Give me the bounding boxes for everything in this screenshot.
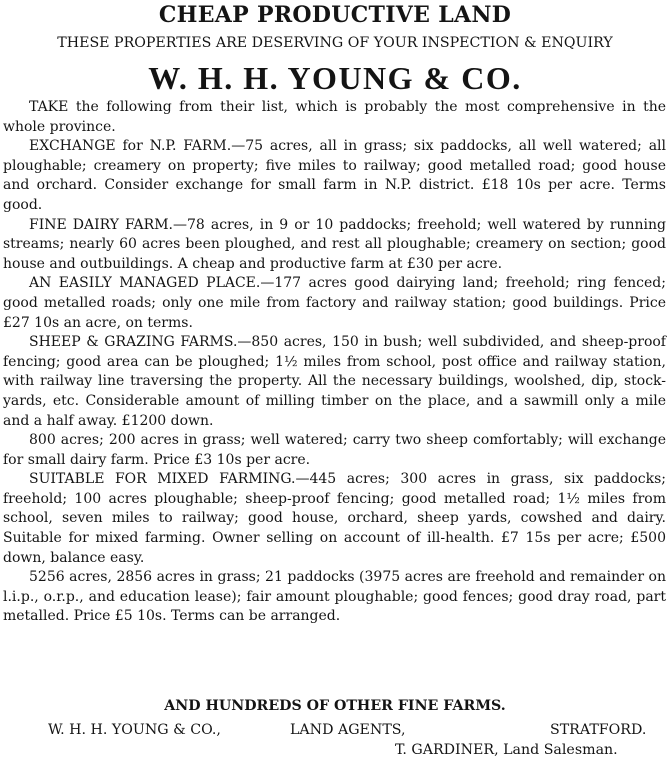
listing-exchange-farm: EXCHANGE for N.P. FARM.—75 acres, all in grass; six paddocks, all well watered; all ploughable; creamery on property; five miles to railway; good metalled road; good house and orchard. Consider exchange for small farm in N.P. district. £18 10s per acre. Terms good. (3, 138, 666, 213)
listing-mixed-farming: SUITABLE FOR MIXED FARMING.—445 acres; 300 acres in grass, six paddocks; freehold; 100 acres ploughable; sheep-proof fencing; good metalled road; 1½ miles from school, seven miles to railway; good house, orchard, sheep yards, cowshed and dairy. Suitable for mixed farming. Owner selling on account of ill-health. £7 15s per acre; £500 down, balance easy. (3, 471, 666, 566)
firm-name: W. H. H. YOUNG & CO. (148, 60, 522, 96)
listing-fine-dairy-farm: FINE DAIRY FARM.—78 acres, in 9 or 10 paddocks; freehold; well watered by running streams; nearly 60 acres been ploughed, and rest all ploughable; creamery on section; good house and outbuildings. A cheap and productive farm at £30 per acre. (3, 216, 666, 272)
listing-sheep-grazing-farms: SHEEP & GRAZING FARMS.—850 acres, 150 in bush; well subdivided, and sheep-proof fencing; good area can be ploughed; 1½ miles from school, post office and railway station, with railway line traversing the property. All the necessary buildings, woolshed, dip, stock-yards, etc. Considerable amount of milling timber on the place, and a sawmill only a mile and a half away. £1200 down. (3, 334, 666, 429)
listing-body (3, 98, 666, 627)
ad-headline: CHEAP PRODUCTIVE LAND (158, 2, 512, 28)
ad-subheadline: THESE PROPERTIES ARE DESERVING OF YOUR INSPECTION & ENQUIRY (57, 35, 613, 51)
footer-role: LAND AGENTS, (290, 722, 406, 738)
footer-salesman: T. GARDINER, Land Salesman. (395, 742, 618, 758)
listing-easily-managed-place: AN EASILY MANAGED PLACE.—177 acres good dairying land; freehold; ring fenced; good metalled roads; only one mile from factory and railway station; good buildings. Price £27 10s an acre, on terms. (3, 275, 666, 331)
footer-tagline: AND HUNDREDS OF OTHER FINE FARMS. (164, 698, 506, 714)
listing-5256-acres: 5256 acres, 2856 acres in grass; 21 paddocks (3975 acres are freehold and remainder on l.i.p., o.r.p., and education lease); fair amount ploughable; good fences; good dray road, part metalled. Price £5 10s. Terms can be arranged. (3, 569, 666, 625)
listing-800-acres: 800 acres; 200 acres in grass; well watered; carry two sheep comfortably; will exchange for small dairy farm. Price £3 10s per acre. (3, 432, 666, 468)
intro-paragraph: TAKE the following from their list, which is probably the most comprehensive in the whole province. (3, 99, 666, 135)
footer-town: STRATFORD. (550, 722, 647, 738)
footer-firm: W. H. H. YOUNG & CO., (48, 722, 221, 738)
